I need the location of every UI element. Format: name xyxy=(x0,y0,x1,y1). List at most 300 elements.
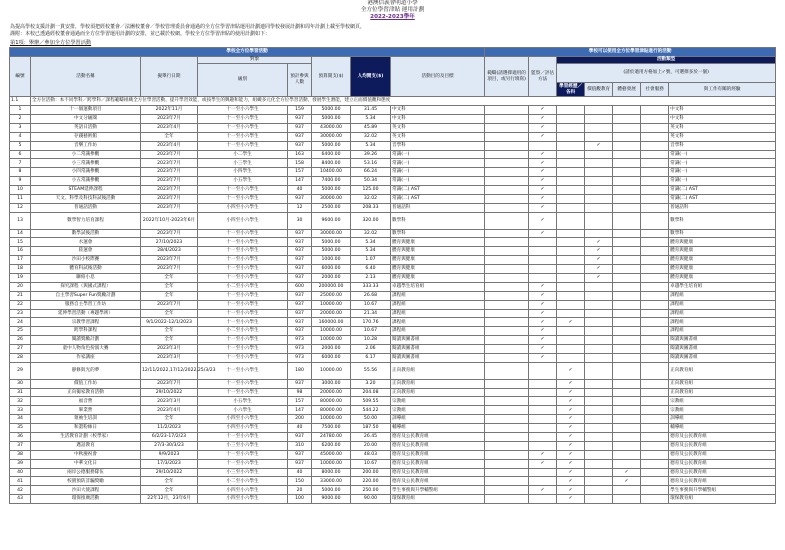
dept-cell: 德育及公民教育組 xyxy=(669,433,776,442)
type-values-cell xyxy=(557,150,585,159)
activity-date: 2023年7月 xyxy=(141,379,198,388)
type-values-cell xyxy=(557,194,585,203)
target-grade: 小三至小六學生 xyxy=(198,441,288,450)
type-arts-cell xyxy=(585,177,613,186)
dept-cell: 中文科 xyxy=(669,114,776,123)
target-grade: 十一至小六學生 xyxy=(198,433,288,442)
type-work-cell xyxy=(641,309,669,318)
purpose-cell: 輔導組 xyxy=(391,424,485,433)
type-work-cell xyxy=(641,114,669,123)
type-learning-cell: ✓ xyxy=(529,150,557,159)
dept-cell: 閱讀與圖書組 xyxy=(669,336,776,345)
eval-cell xyxy=(485,186,529,195)
eval-cell xyxy=(485,318,529,327)
purpose-cell: 常識(一) xyxy=(391,150,485,159)
type-arts-cell xyxy=(585,168,613,177)
type-values-cell: ✓ xyxy=(557,450,585,459)
participant-count: 100 xyxy=(288,495,312,504)
col-date: 擬舉行日期 xyxy=(141,57,198,97)
dept-cell: 常識(二) AST xyxy=(669,194,776,203)
activity-date: 17/3/2023 xyxy=(141,459,198,468)
table-row xyxy=(10,265,776,274)
dept-cell: 課程組 xyxy=(669,327,776,336)
participant-count: 937 xyxy=(288,318,312,327)
per-head-cost: 20.00 xyxy=(351,441,391,450)
activity-name: 數學智力培育課程 xyxy=(31,212,141,229)
table-row xyxy=(10,123,776,132)
purpose-cell: 體育與健康 xyxy=(391,238,485,247)
eval-cell xyxy=(485,194,529,203)
table-row xyxy=(10,238,776,247)
dept-cell: 德育及公民教育組 xyxy=(669,477,776,486)
participant-count: 30 xyxy=(288,212,312,229)
type-work-cell xyxy=(641,150,669,159)
participant-count: 937 xyxy=(288,194,312,203)
participant-count: 937 xyxy=(288,327,312,336)
type-arts-cell xyxy=(585,186,613,195)
per-head-cost: 220.00 xyxy=(351,477,391,486)
eval-cell xyxy=(485,141,529,150)
eval-cell xyxy=(485,123,529,132)
per-head-cost: 31.45 xyxy=(351,106,391,115)
col-type-learning: 學習經歷／各科 xyxy=(557,83,585,97)
per-head-cost: 90.00 xyxy=(351,495,391,504)
type-learning-cell: ✓ xyxy=(529,327,557,336)
row-no: 18 xyxy=(10,265,31,274)
type-work-cell xyxy=(641,141,669,150)
type-work-cell xyxy=(641,132,669,141)
row-no: 7 xyxy=(10,159,31,168)
eval-cell xyxy=(485,212,529,229)
eval-cell xyxy=(485,300,529,309)
dept-cell: 宗教組 xyxy=(669,397,776,406)
table-row xyxy=(10,114,776,123)
purpose-cell: 課程組 xyxy=(391,300,485,309)
dept-cell: 訓導組 xyxy=(669,415,776,424)
activity-name: 中華文化日 xyxy=(31,459,141,468)
type-arts-cell xyxy=(585,336,613,345)
participant-count: 937 xyxy=(288,459,312,468)
type-arts-cell xyxy=(585,203,613,212)
target-grade: 十一至小六學生 xyxy=(198,362,288,379)
activity-name: 聯絡小息 xyxy=(31,273,141,282)
dept-cell: 英文科 xyxy=(669,123,776,132)
type-learning-cell xyxy=(529,406,557,415)
purpose-cell: 宗教組 xyxy=(391,397,485,406)
participant-count: 937 xyxy=(288,291,312,300)
dept-cell: 德育及公民教育組 xyxy=(669,450,776,459)
activity-date: 全年 xyxy=(141,282,198,291)
row-no: 33 xyxy=(10,406,31,415)
row-no: 21 xyxy=(10,291,31,300)
type-learning-cell: ✓ xyxy=(529,114,557,123)
type-service-cell xyxy=(613,300,641,309)
type-work-cell xyxy=(641,362,669,379)
target-grade: 十一至小六學生 xyxy=(198,354,288,363)
target-grade: 小四至小六學生 xyxy=(198,212,288,229)
type-learning-cell xyxy=(529,362,557,379)
type-values-cell xyxy=(557,291,585,300)
per-head-cost: 187.50 xyxy=(351,424,391,433)
activity-date: 2023年7月 xyxy=(141,265,198,274)
row-no: 6 xyxy=(10,150,31,159)
purpose-cell: 卓越學生培育組 xyxy=(391,282,485,291)
row-no: 8 xyxy=(10,168,31,177)
activity-date: 27/10/2023 xyxy=(141,238,198,247)
type-work-cell xyxy=(641,450,669,459)
target-grade: 十一至小六學生 xyxy=(198,132,288,141)
budget-amount: 30000.00 xyxy=(312,194,351,203)
dept-cell: 常識(一) xyxy=(669,168,776,177)
table-row xyxy=(10,186,776,195)
table-row xyxy=(10,397,776,406)
type-service-cell xyxy=(613,123,641,132)
table-row xyxy=(10,327,776,336)
type-values-cell xyxy=(557,327,585,336)
target-grade: 小六學生 xyxy=(198,406,288,415)
row-no: 41 xyxy=(10,477,31,486)
dept-cell: 中文科 xyxy=(669,106,776,115)
type-arts-cell: ✓ xyxy=(585,265,613,274)
dept-cell: 普通話科 xyxy=(669,203,776,212)
type-arts-cell xyxy=(585,150,613,159)
purpose-cell: 德育及公民教育組 xyxy=(391,450,485,459)
type-values-cell: ✓ xyxy=(557,433,585,442)
participant-count: 157 xyxy=(288,397,312,406)
activity-name: 英語日活動 xyxy=(31,123,141,132)
budget-amount: 20000.00 xyxy=(312,309,351,318)
type-work-cell xyxy=(641,406,669,415)
type-arts-cell: ✓ xyxy=(585,256,613,265)
eval-cell xyxy=(485,468,529,477)
type-arts-cell xyxy=(585,106,613,115)
per-head-cost: 5.34 xyxy=(351,247,391,256)
activity-date: 全年 xyxy=(141,336,198,345)
type-values-cell: ✓ xyxy=(557,379,585,388)
purpose-cell: 學生事務與升學輔警組 xyxy=(391,486,485,495)
activity-date: 2023年4月 xyxy=(141,406,198,415)
col-type-work: 與工作有關的經驗 xyxy=(669,83,776,97)
budget-amount: 10000.00 xyxy=(312,300,351,309)
type-values-cell xyxy=(557,159,585,168)
budget-amount: 10000.00 xyxy=(312,336,351,345)
activity-date: 2022年11月 xyxy=(141,106,198,115)
activity-name: 跨學科課程 xyxy=(31,327,141,336)
per-head-cost: 170.76 xyxy=(351,318,391,327)
type-arts-cell xyxy=(585,441,613,450)
type-learning-cell: ✓ xyxy=(529,309,557,318)
eval-cell xyxy=(485,229,529,238)
row-no: 35 xyxy=(10,424,31,433)
table-row xyxy=(10,424,776,433)
budget-amount: 8400.00 xyxy=(312,159,351,168)
per-head-cost: 509.55 xyxy=(351,397,391,406)
type-service-cell xyxy=(613,150,641,159)
per-head-cost: 55.56 xyxy=(351,362,391,379)
type-arts-cell xyxy=(585,282,613,291)
type-learning-cell xyxy=(529,441,557,450)
type-learning-cell xyxy=(529,397,557,406)
budget-amount: 10000.00 xyxy=(312,459,351,468)
purpose-cell: 閱讀與圖書組 xyxy=(391,336,485,345)
purpose-cell: 常識(二) AST xyxy=(391,186,485,195)
type-learning-cell xyxy=(529,379,557,388)
participant-count: 147 xyxy=(288,406,312,415)
type-work-cell xyxy=(641,273,669,282)
type-values-cell: ✓ xyxy=(557,318,585,327)
type-service-cell xyxy=(613,256,641,265)
type-learning-cell xyxy=(529,477,557,486)
activity-date: 29/10/2022 xyxy=(141,468,198,477)
table-row xyxy=(10,433,776,442)
participant-count: 937 xyxy=(288,247,312,256)
target-grade: 十一至小六學生 xyxy=(198,238,288,247)
table-row xyxy=(10,388,776,397)
type-service-cell xyxy=(613,495,641,504)
per-head-cost: 3.20 xyxy=(351,379,391,388)
purpose-cell: 德育及公民教育組 xyxy=(391,468,485,477)
type-learning-cell: ✓ xyxy=(529,168,557,177)
type-arts-cell xyxy=(585,345,613,354)
row-no: 26 xyxy=(10,336,31,345)
dept-cell: 體育與健康 xyxy=(669,247,776,256)
type-learning-cell xyxy=(529,388,557,397)
type-learning-cell: ✓ xyxy=(529,450,557,459)
type-note: (請於適用方格加上✓號，可選擇多於一個) xyxy=(557,63,776,83)
type-values-cell: ✓ xyxy=(557,477,585,486)
type-work-cell xyxy=(641,468,669,477)
type-learning-cell: ✓ xyxy=(529,345,557,354)
participant-count: 157 xyxy=(288,168,312,177)
table-row xyxy=(10,150,776,159)
type-learning-cell: ✓ xyxy=(529,336,557,345)
purpose-cell: 課程組 xyxy=(391,327,485,336)
activity-date: 12/11/2022,17/12/2022,25/3/23 xyxy=(141,362,198,379)
participant-count: 40 xyxy=(288,186,312,195)
type-service-cell: ✓ xyxy=(613,477,641,486)
target-grade: 小四學生 xyxy=(198,168,288,177)
target-grade: 小四至小六學生 xyxy=(198,203,288,212)
budget-amount: 24780.00 xyxy=(312,433,351,442)
type-values-cell: ✓ xyxy=(557,495,585,504)
type-learning-cell xyxy=(529,433,557,442)
table-row xyxy=(10,495,776,504)
type-arts-cell xyxy=(585,318,613,327)
per-head-cost: 53.16 xyxy=(351,159,391,168)
eval-cell xyxy=(485,486,529,495)
row-no: 10 xyxy=(10,186,31,195)
table-row xyxy=(10,379,776,388)
activity-name: 閱讀獎勵計劃 xyxy=(31,336,141,345)
purpose-cell: 正向教育組 xyxy=(391,388,485,397)
type-values-cell xyxy=(557,212,585,229)
purpose-cell: 體育與健康 xyxy=(391,247,485,256)
type-values-cell xyxy=(557,168,585,177)
dept-cell: 輔導組 xyxy=(669,424,776,433)
table-row xyxy=(10,406,776,415)
row-no: 1 xyxy=(10,106,31,115)
target-grade: 十一至小六學生 xyxy=(198,300,288,309)
intro-text xyxy=(0,24,785,38)
dept-cell: 閱讀與圖書組 xyxy=(669,354,776,363)
eval-cell xyxy=(485,424,529,433)
type-work-cell xyxy=(641,186,669,195)
purpose-cell: 常識(一) xyxy=(391,168,485,177)
budget-amount: 20000.00 xyxy=(312,388,351,397)
activity-name: 存錢藝術館 xyxy=(31,132,141,141)
per-head-cost: 66.24 xyxy=(351,168,391,177)
purpose-cell: 常識(一) xyxy=(391,177,485,186)
budget-amount: 6400.00 xyxy=(312,150,351,159)
target-grade: 小二至小六學生 xyxy=(198,327,288,336)
type-work-cell xyxy=(641,212,669,229)
dept-cell: 正向教育組 xyxy=(669,379,776,388)
dept-cell: 英文科 xyxy=(669,132,776,141)
type-learning-cell xyxy=(529,238,557,247)
table-row xyxy=(10,354,776,363)
per-head-cost: 5.34 xyxy=(351,141,391,150)
dept-cell: 正向教育組 xyxy=(669,388,776,397)
table-row xyxy=(10,247,776,256)
col-target: 對象 xyxy=(198,57,312,64)
target-grade: 十一至小六學生 xyxy=(198,141,288,150)
per-head-cost: 45.89 xyxy=(351,123,391,132)
activity-name: 宗教學習課程 xyxy=(31,318,141,327)
bar-right: 學校可以使用全方位學習津貼進行的活動 xyxy=(485,48,776,57)
table-row xyxy=(10,468,776,477)
participant-count: 150 xyxy=(288,477,312,486)
budget-amount: 80000.00 xyxy=(312,406,351,415)
type-arts-cell xyxy=(585,424,613,433)
eval-cell xyxy=(485,168,529,177)
type-values-cell xyxy=(557,354,585,363)
eval-cell xyxy=(485,459,529,468)
activity-date: 2023年7月 xyxy=(141,300,198,309)
purpose-cell: 課程組 xyxy=(391,309,485,318)
activity-date: 6/2/23-17/2/23 xyxy=(141,433,198,442)
activity-date: 2023年7月 xyxy=(141,194,198,203)
participant-count: 937 xyxy=(288,123,312,132)
type-values-cell xyxy=(557,114,585,123)
activity-name: 福音營 xyxy=(31,397,141,406)
type-learning-cell: ✓ xyxy=(529,106,557,115)
per-head-cost: 10.67 xyxy=(351,300,391,309)
dept-cell: 德育及公民教育組 xyxy=(669,468,776,477)
type-values-cell xyxy=(557,309,585,318)
eval-cell xyxy=(485,291,529,300)
eval-cell xyxy=(485,477,529,486)
activity-name: 沙田大使課程 xyxy=(31,486,141,495)
table-row xyxy=(10,229,776,238)
type-values-cell xyxy=(557,238,585,247)
budget-amount: 80000.00 xyxy=(312,397,351,406)
eval-cell xyxy=(485,336,529,345)
row-no: 17 xyxy=(10,256,31,265)
table-row xyxy=(10,309,776,318)
participant-count: 937 xyxy=(288,433,312,442)
table-row xyxy=(10,441,776,450)
table-row xyxy=(10,282,776,291)
per-head-cost: 21.34 xyxy=(351,309,391,318)
type-learning-cell: ✓ xyxy=(529,203,557,212)
activity-name: 中秋慶祝會 xyxy=(31,450,141,459)
target-grade: 十一至小六學生 xyxy=(198,186,288,195)
intro-line: 謹附：本校已透過經校董會通過而全方位學習運用計劃的安排，並已載於校網。學校全方位學習津貼的使用計劃如下： xyxy=(10,31,271,37)
target-grade: 小三學生 xyxy=(198,159,288,168)
budget-amount: 9000.00 xyxy=(312,495,351,504)
per-head-cost: 32.02 xyxy=(351,229,391,238)
per-head-cost: 333.33 xyxy=(351,282,391,291)
type-values-cell xyxy=(557,141,585,150)
type-learning-cell: ✓ xyxy=(529,282,557,291)
type-arts-cell xyxy=(585,159,613,168)
activity-name: 中文分級閱 xyxy=(31,114,141,123)
purpose-cell: 宗教組 xyxy=(391,406,485,415)
eval-cell xyxy=(485,388,529,397)
target-grade: 十一至小六學生 xyxy=(198,450,288,459)
type-work-cell xyxy=(641,256,669,265)
eval-cell xyxy=(485,309,529,318)
type-learning-cell: ✓ xyxy=(529,132,557,141)
table-row xyxy=(10,273,776,282)
target-grade: 小四至小六學生 xyxy=(198,424,288,433)
dept-cell: 環保教育組 xyxy=(669,495,776,504)
type-arts-cell xyxy=(585,450,613,459)
type-learning-cell xyxy=(529,256,557,265)
activity-date: 2023年7月 xyxy=(141,203,198,212)
activity-name: 畢業營 xyxy=(31,406,141,415)
type-arts-cell xyxy=(585,388,613,397)
purpose-cell: 德育及公民教育組 xyxy=(391,433,485,442)
type-service-cell xyxy=(613,486,641,495)
type-service-cell xyxy=(613,159,641,168)
type-arts-cell xyxy=(585,194,613,203)
per-head-cost: 200.00 xyxy=(351,468,391,477)
activity-date: 全年 xyxy=(141,132,198,141)
target-grade: 小四至小六學生 xyxy=(198,486,288,495)
row-no: 9 xyxy=(10,177,31,186)
activity-date: 27/3-30/3/23 xyxy=(141,441,198,450)
table-row xyxy=(10,318,776,327)
activity-date: 2023年3月 xyxy=(141,397,198,406)
eval-cell xyxy=(485,441,529,450)
dept-cell: 常識(一) xyxy=(669,159,776,168)
participant-count: 163 xyxy=(288,150,312,159)
budget-amount: 33000.00 xyxy=(312,477,351,486)
per-head-cost: 208.33 xyxy=(351,203,391,212)
target-grade: 十一至小六學生 xyxy=(198,379,288,388)
target-grade: 十一至小六學生 xyxy=(198,459,288,468)
table-row xyxy=(10,486,776,495)
type-arts-cell xyxy=(585,379,613,388)
activity-name: STEAM延伸課程 xyxy=(31,186,141,195)
budget-amount: 2500.00 xyxy=(312,203,351,212)
type-values-cell: ✓ xyxy=(557,397,585,406)
type-service-cell xyxy=(613,397,641,406)
purpose-cell: 數學科 xyxy=(391,212,485,229)
type-service-cell xyxy=(613,141,641,150)
target-grade: 小五學生 xyxy=(198,397,288,406)
row-no: 25 xyxy=(10,327,31,336)
col-budget: 預算開支($) xyxy=(312,57,351,97)
type-service-cell xyxy=(613,459,641,468)
eval-cell xyxy=(485,159,529,168)
activity-name: 作家講座 xyxy=(31,354,141,363)
type-arts-cell: ✓ xyxy=(585,141,613,150)
participant-count: 200 xyxy=(288,415,312,424)
target-grade: 十一至小六學生 xyxy=(198,229,288,238)
dept-cell: 體育與健康 xyxy=(669,265,776,274)
